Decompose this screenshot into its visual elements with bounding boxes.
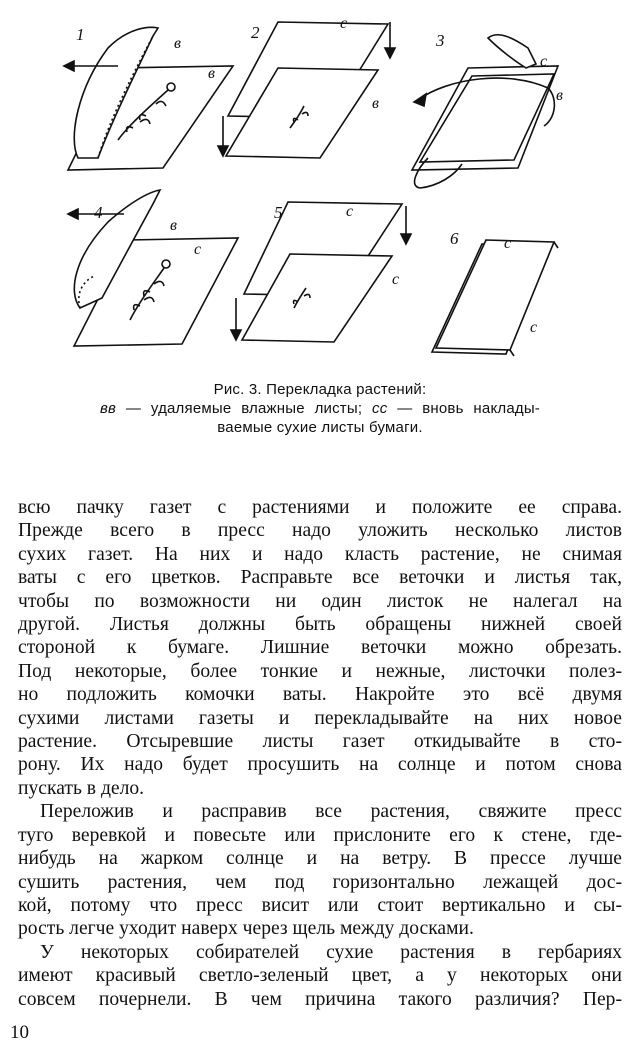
text-line: У некоторых собирателей сухие растения в гербариях	[40, 941, 622, 963]
label-p2-bottom: в	[372, 95, 379, 112]
panel-5	[231, 202, 411, 342]
text-line: другой. Листья должны быть обращены нижней своей	[18, 614, 622, 636]
paragraph-1	[18, 496, 622, 800]
panel-number-1: 1	[76, 25, 85, 44]
caption-legend	[100, 399, 540, 418]
panel-1	[64, 27, 233, 170]
caption-vv-text: — удаляемые влажные листы;	[116, 400, 373, 417]
figure-caption	[100, 380, 540, 437]
label-p5-top: с	[346, 203, 354, 220]
label-p4-top: в	[170, 217, 177, 234]
text-line: сухих газет. На них и надо класть растение, не снимая	[18, 543, 622, 565]
text-line: Под некоторые, более тонкие и нежные, листочки полез-	[18, 660, 622, 682]
figure-illustration	[58, 8, 628, 378]
text-line: Прежде всего в пресс надо уложить несколько листов	[18, 520, 622, 542]
text-line: кой, потому что пресс висит или стоит вертикально и сы-	[18, 894, 622, 916]
panel-number-5: 5	[274, 203, 283, 222]
figure-plant-transfer	[58, 8, 628, 378]
text-line: сухими листами газеты и перекладывайте на них новое	[18, 707, 622, 729]
panel-number-3: 3	[436, 31, 445, 50]
caption-line-3: ваемые сухие листы бумаги.	[217, 419, 423, 436]
text-line: но подложить комочки ваты. Накройте это всё двумя	[18, 684, 622, 706]
text-line: рость легче уходит наверх через щель между досками.	[18, 918, 474, 940]
text-line: растение. Отсыревшие листы газет откидывайте в сто-	[18, 731, 622, 753]
text-line: совсем почернели. В чем причина такого различия? Пер-	[18, 988, 622, 1010]
label-p4-bottom: с	[194, 241, 202, 258]
label-p2-top: с	[340, 15, 348, 32]
panel-3	[412, 35, 558, 188]
text-line: нибудь на жарком солнце и на ветру. В прессе лучше	[18, 848, 622, 870]
label-p1-bottom: в	[208, 65, 215, 82]
panel-2	[218, 22, 395, 158]
label-p6-top: с	[504, 235, 512, 252]
label-p3-top: с	[540, 53, 548, 70]
text-line: имеют красивый светло-зеленый цвет, а у некоторых они	[18, 965, 622, 987]
text-line: чтобы по возможности ни один листок не налегал на	[18, 590, 622, 612]
label-p1-top: в	[174, 35, 181, 52]
label-p5-bottom: с	[392, 271, 400, 288]
paragraph-3	[18, 941, 622, 1011]
paragraph-2	[18, 800, 622, 940]
text-line: пускать в дело.	[18, 777, 145, 799]
panel-number-2: 2	[251, 23, 260, 42]
body-text	[18, 496, 622, 1011]
caption-vv-label: вв	[100, 400, 117, 417]
caption-title: Рис. 3. Перекладка растений:	[213, 381, 427, 398]
panel-6	[432, 240, 558, 356]
panel-number-4: 4	[94, 203, 103, 222]
text-line: туго веревкой и повесьте или прислоните его к стене, где-	[18, 824, 622, 846]
text-line: рону. Их надо будет просушить на солнце и потом снова	[18, 754, 622, 776]
text-line: сушить растения, чем под горизонтально лежащей дос-	[18, 871, 622, 893]
caption-cc-text: — вновь наклады-	[387, 400, 540, 417]
page-number: 10	[10, 1022, 29, 1043]
caption-cc-label: сс	[372, 400, 388, 417]
panel-number-6: 6	[450, 229, 459, 248]
text-line: Переложив и расправив все растения, свяжите пресс	[40, 801, 622, 823]
label-p3-bottom: в	[556, 87, 563, 104]
label-p6-bottom: с	[530, 319, 538, 336]
text-line: всю пачку газет с растениями и положите ее справа.	[18, 497, 622, 518]
text-line: ваты с его цветков. Расправьте все веточки и листья так,	[18, 567, 622, 589]
text-line: стороной к бумаге. Лишние веточки можно обрезать.	[18, 637, 622, 659]
